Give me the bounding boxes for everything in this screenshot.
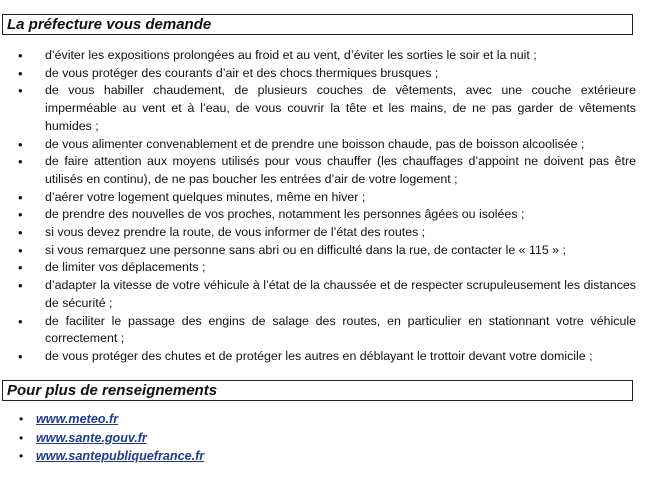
bullet-icon: •	[18, 189, 23, 205]
list-item: • d’aérer votre logement quelques minutes, même en hiver ;	[18, 189, 366, 205]
list-item: • si vous remarquez une personne sans abri ou en difficulté dans la rue, de contacter le « 115 » ;	[18, 242, 566, 258]
bullet-icon: •	[18, 83, 23, 99]
list-item: • de limiter vos déplacements ;	[18, 260, 206, 276]
list-item: • d’adapter la vitesse de votre véhicule à l’état de la chaussée et de respecter scrupuleusement les distances de sécurité ;	[18, 278, 636, 310]
recommendation-list	[0, 47, 636, 366]
section-heading-prefecture	[2, 14, 633, 35]
bullet-icon: •	[18, 225, 23, 241]
list-item: • de vous protéger des chutes et de protéger les autres en déblayant le trottoir devant votre domicile ;	[18, 348, 593, 364]
section-heading-text: Pour plus de renseignements	[7, 382, 218, 399]
bullet-icon: •	[19, 449, 24, 463]
bullet-icon: •	[18, 278, 23, 294]
link-sante-publique-france[interactable]: www.santepubliquefrance.fr	[36, 449, 205, 463]
bullet-icon: •	[18, 136, 23, 152]
link-meteo[interactable]: www.meteo.fr	[36, 412, 119, 426]
list-item	[0, 429, 204, 448]
bullet-icon: •	[19, 430, 24, 445]
list-item: • de prendre des nouvelles de vos proches, notamment les personnes âgées ou isolées ;	[18, 207, 525, 223]
list-item: • de faire attention aux moyens utilisés pour vous chauffer (les chauffages d’appoint ne doivent pas être utilisés en continu), de ne pas boucher les entrées d’air de votre logement ;	[18, 154, 636, 186]
list-item: • de faciliter le passage des engins de salage des routes, en particulier en stationnant votre véhicule correctement ;	[18, 313, 636, 346]
list-item: • de vous habiller chaudement, de plusieurs couches de vêtements, avec une couche extérieure imperméable au vent et à l’eau, de vous couvrir la tête et les mains, de ne pas garder de vêtements humides ;	[18, 83, 636, 133]
bullet-icon: •	[18, 154, 23, 170]
bullet-icon: •	[19, 412, 24, 426]
section-heading-text: La préfecture vous demande	[7, 16, 212, 33]
list-item	[0, 447, 204, 466]
section-heading-more-info	[2, 380, 633, 401]
list-item: • si vous devez prendre la route, de vous informer de l’état des routes ;	[18, 225, 426, 241]
bullet-icon: •	[18, 260, 23, 276]
list-item	[0, 410, 204, 429]
list-item: • de vous alimenter convenablement et de prendre une boisson chaude, pas de boisson alcoolisée ;	[18, 136, 585, 152]
list-item: • de vous protéger des courants d’air et des chocs thermiques brusques ;	[18, 65, 439, 81]
bullet-icon: •	[18, 65, 23, 81]
bullet-icon: •	[18, 207, 23, 223]
link-sante-gouv[interactable]: www.sante.gouv.fr	[36, 430, 147, 445]
list-item: • d’éviter les expositions prolongées au froid et au vent, d’éviter les sorties le soir et la nuit ;	[18, 48, 537, 63]
bullet-icon: •	[18, 242, 23, 258]
bullet-icon: •	[18, 48, 23, 63]
link-list	[0, 410, 204, 466]
bullet-icon: •	[18, 313, 23, 329]
bullet-icon: •	[18, 348, 23, 364]
